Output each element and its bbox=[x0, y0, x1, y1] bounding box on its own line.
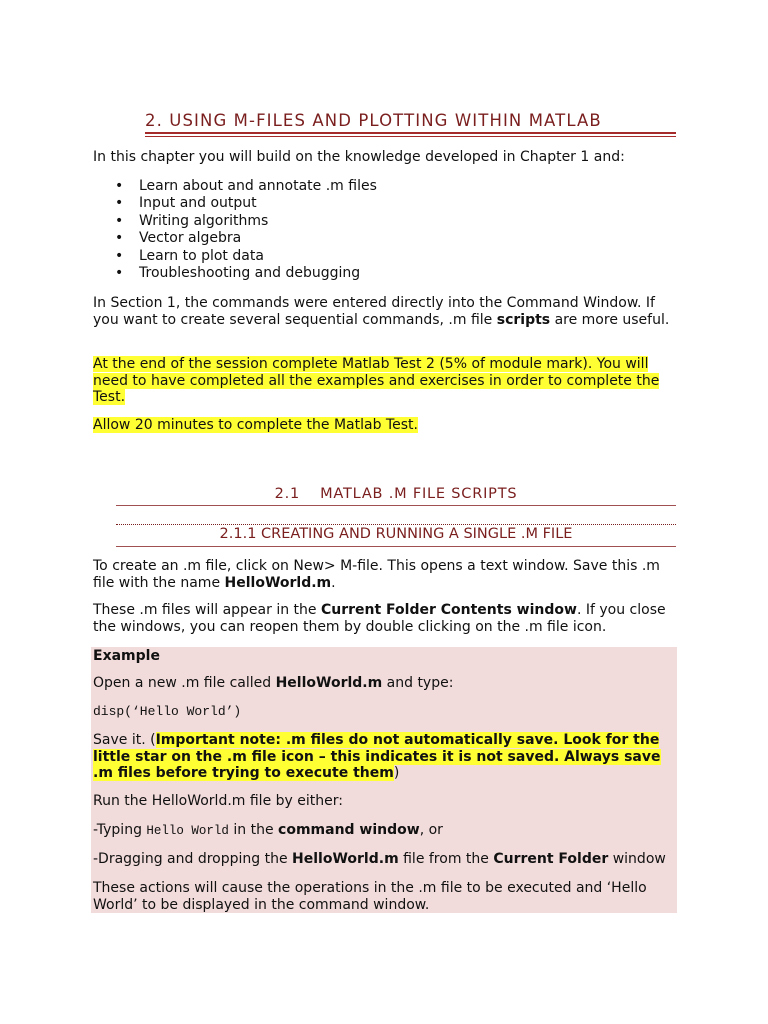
subsection-top-rule bbox=[116, 524, 676, 525]
files-text-end: . If you close the windows, you can reopen them by double clicking on the .m file icon. bbox=[93, 602, 666, 635]
example-run-line: Run the HelloWorld.m file by either: bbox=[93, 793, 343, 809]
filename-term: HelloWorld.m bbox=[224, 574, 332, 591]
example-open-line bbox=[93, 675, 677, 692]
list-item: • Learn about and annotate .m files bbox=[93, 178, 653, 195]
example-drag-line bbox=[93, 851, 677, 868]
subsection-heading-2-1-1: 2.1.1 CREATING AND RUNNING A SINGLE .M FILE bbox=[219, 526, 573, 542]
example-filename: HelloWorld.m bbox=[275, 675, 383, 691]
example-open-text: Open a new .m file called bbox=[93, 675, 276, 691]
allow-note-highlight: Allow 20 minutes to complete the Matlab Test. bbox=[93, 417, 418, 433]
section-title: MATLAB .M FILE SCRIPTS bbox=[320, 486, 518, 502]
typing-text-end: , or bbox=[419, 822, 443, 838]
command-window-term: command window bbox=[278, 822, 420, 838]
chapter-title-rule-thin bbox=[145, 136, 676, 137]
example-typing-line bbox=[93, 822, 677, 840]
section-heading-2-1 bbox=[116, 486, 676, 502]
typing-text-mid: in the bbox=[228, 822, 279, 838]
subsection-heading-rule bbox=[116, 546, 676, 547]
files-text: These .m files will appear in the bbox=[93, 602, 321, 618]
files-paragraph bbox=[93, 602, 683, 635]
folder-window-term: Current Folder Contents window bbox=[320, 602, 577, 618]
section-heading-rule bbox=[116, 505, 676, 506]
intro-paragraph: In this chapter you will build on the knowledge developed in Chapter 1 and: bbox=[93, 149, 625, 165]
drag-text: -Dragging and dropping the bbox=[93, 851, 293, 867]
objectives-list bbox=[93, 178, 653, 282]
important-note: Important note: .m files do not automatically save. Look for the little star on the .m file icon – this indicates it is not saved. Always save .m files before trying to execute them bbox=[93, 732, 661, 781]
section1-text-end: are more useful. bbox=[550, 311, 670, 328]
drag-filename: HelloWorld.m bbox=[292, 851, 399, 867]
scripts-term: scripts bbox=[496, 311, 551, 328]
list-item: • Input and output bbox=[93, 195, 653, 212]
list-item: • Learn to plot data bbox=[93, 248, 653, 265]
example-save-text-end: ) bbox=[393, 765, 400, 781]
drag-text-end: window bbox=[608, 851, 666, 867]
create-text-end: . bbox=[331, 574, 336, 591]
example-code: disp(‘Hello World’) bbox=[93, 704, 242, 719]
example-title: Example bbox=[93, 648, 160, 664]
list-item: • Troubleshooting and debugging bbox=[93, 265, 653, 282]
typing-text: -Typing bbox=[93, 822, 147, 838]
example-save-line bbox=[93, 732, 677, 782]
create-paragraph bbox=[93, 558, 683, 591]
current-folder-term: Current Folder bbox=[493, 851, 609, 867]
example-actions-line: These actions will cause the operations in the .m file to be executed and ‘Hello World’ to be displayed in the command window. bbox=[93, 880, 647, 913]
list-item: • Writing algorithms bbox=[93, 213, 653, 230]
test-note bbox=[93, 356, 683, 406]
test-note-highlight: At the end of the session complete Matlab Test 2 (5% of module mark). You will need to have completed all the examples and exercises in order to complete the Test. bbox=[93, 356, 660, 405]
list-item: • Vector algebra bbox=[93, 230, 653, 247]
section-number: 2.1 bbox=[274, 486, 301, 502]
chapter-title: 2. USING M-FILES AND PLOTTING WITHIN MATLAB bbox=[145, 111, 602, 130]
allow-note bbox=[93, 417, 683, 434]
drag-text-mid: file from the bbox=[398, 851, 494, 867]
typing-command: Hello World bbox=[146, 824, 229, 838]
section1-text: In Section 1, the commands were entered directly into the Command Window. If you want to create several sequential commands, .m file bbox=[93, 295, 655, 328]
section1-paragraph bbox=[93, 295, 683, 328]
example-save-text: Save it. ( bbox=[93, 732, 156, 748]
example-open-text-end: and type: bbox=[382, 675, 454, 691]
create-text: To create an .m file, click on New> M-file. This opens a text window. Save this .m file with the name bbox=[93, 558, 660, 591]
chapter-title-rule-thick bbox=[145, 132, 676, 134]
